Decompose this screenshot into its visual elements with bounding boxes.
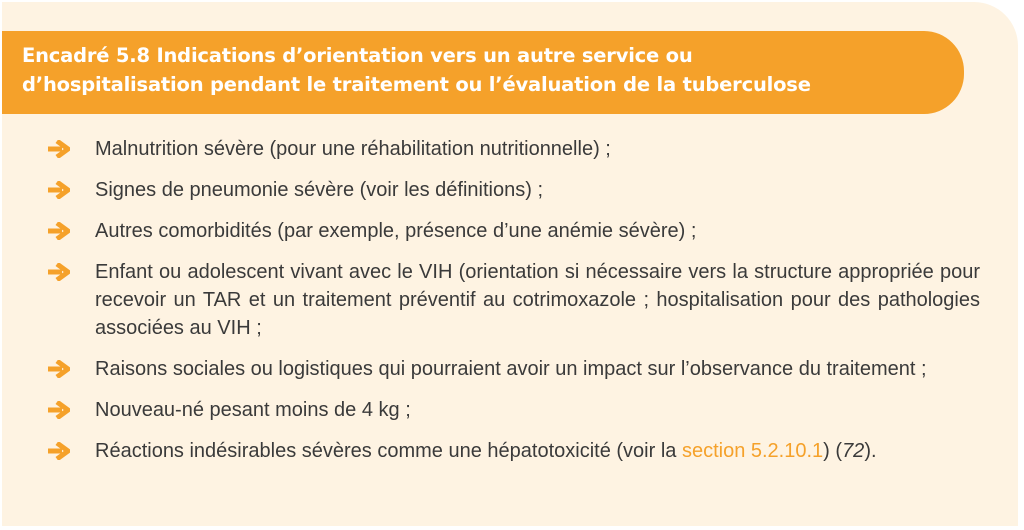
list-item [2, 355, 1002, 383]
arrow-right-icon [48, 360, 70, 378]
list-item-text: Autres comorbidités (par exemple, présence d’une anémie sévère) ; [95, 220, 697, 242]
box-title [22, 41, 964, 99]
arrow-right-icon [48, 401, 70, 419]
section-link[interactable]: section 5.2.10.1 [681, 440, 824, 462]
arrow-right-icon [48, 442, 70, 460]
reference-number: 72 [842, 440, 865, 462]
arrow-right-icon [48, 222, 70, 240]
list-item [2, 176, 1002, 204]
list-item [2, 437, 1002, 465]
list-item-text: Enfant ou adolescent vivant avec le VIH (orientation si nécessaire vers la structure appropriée pour recevoir un TAR et un traitement préventif au cotrimoxazole ; hospitalisation pour des pathologies associées au VIH ; [95, 261, 980, 339]
list-item-text: ). [864, 440, 877, 462]
list-item-text: Nouveau-né pesant moins de 4 kg ; [95, 399, 411, 421]
list-item-text: Réactions indésirables sévères comme une hépatotoxicité (voir la [95, 440, 682, 462]
list-item-text: Raisons sociales ou logistiques qui pourraient avoir un impact sur l’observance du traitement ; [95, 358, 927, 380]
list-item-text: Signes de pneumonie sévère (voir les définitions) ; [95, 179, 544, 201]
info-box [2, 2, 1018, 526]
arrow-right-icon [48, 140, 70, 158]
indications-list [2, 135, 1002, 478]
list-item-text: Malnutrition sévère (pour une réhabilitation nutritionnelle) ; [95, 138, 611, 160]
list-item [2, 217, 1002, 245]
box-title-line-1: Encadré 5.8 Indications d’orientation vers un autre service ou [22, 44, 693, 67]
list-item [2, 258, 1002, 342]
arrow-right-icon [48, 181, 70, 199]
box-header [2, 31, 964, 114]
list-item [2, 396, 1002, 424]
box-title-line-2: d’hospitalisation pendant le traitement ou l’évaluation de la tuberculose [22, 73, 811, 96]
list-item [2, 135, 1002, 163]
list-item-text: ) ( [823, 440, 843, 462]
arrow-right-icon [48, 263, 70, 281]
